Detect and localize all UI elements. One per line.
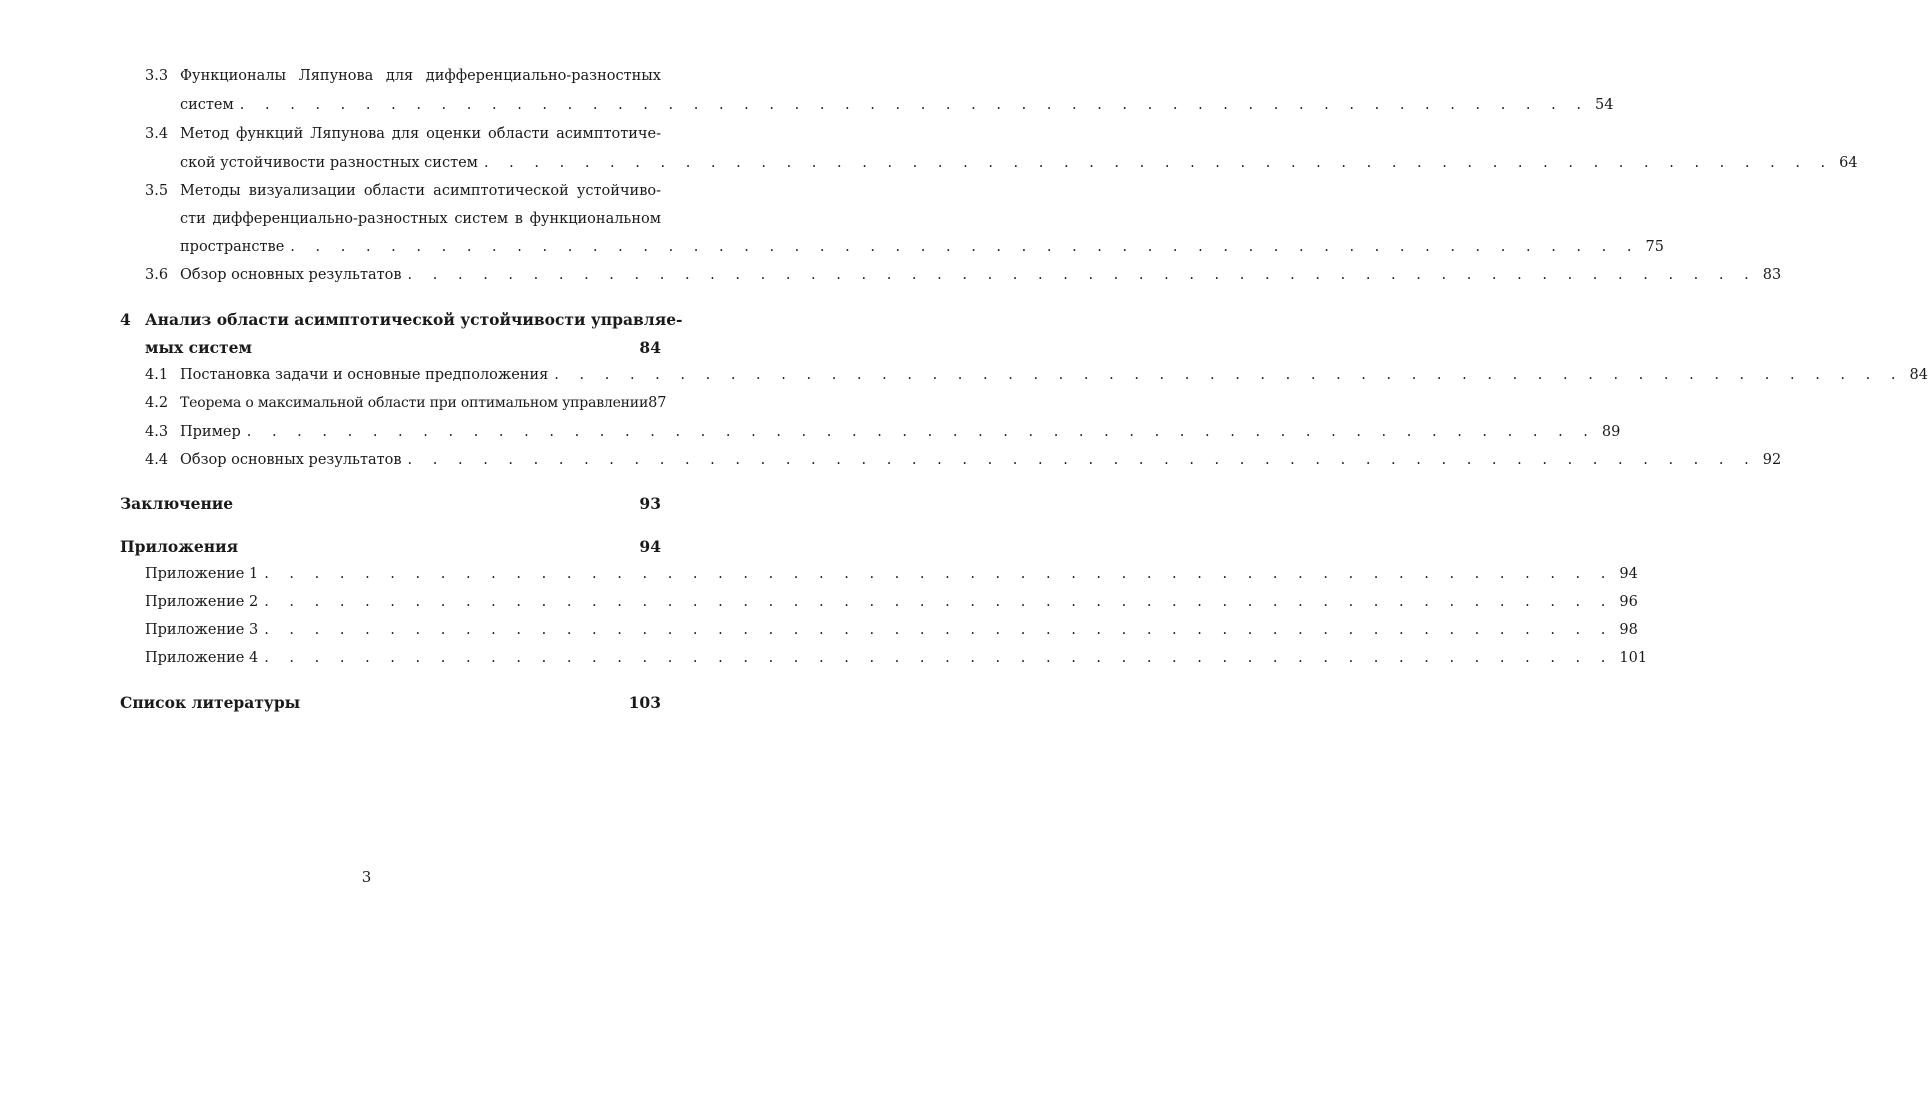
dot-leader: . . . . . . . . . . . . . . . . . . . . . . . . . . . . . . . . . . . . . . . . . . . . . . . . . . . . . . — [554, 367, 1904, 383]
toc-entry-3-6 — [145, 267, 1782, 283]
section-number: 4.3 — [145, 424, 169, 440]
toc-entry-3-4-cont — [180, 155, 1858, 171]
section-number: 3.6 — [145, 267, 169, 283]
toc-entry-4-2 — [145, 395, 667, 411]
appendix-title: Приложение 4 — [145, 650, 259, 666]
page-number: 94 — [1619, 566, 1638, 582]
chapter-title: Приложения — [120, 537, 239, 556]
section-title: Обзор основных результатов — [180, 267, 402, 283]
page-number: 84 — [639, 338, 661, 357]
section-number: 4.1 — [145, 367, 169, 383]
toc-entry-3-5 — [145, 183, 661, 199]
dot-leader: . . . . . . . . . . . . . . . . . . . . . . . . . . . . . . . . . . . . . . . . . . . . . . . . . . . . . . — [264, 594, 1614, 610]
page-number: 87 — [648, 395, 667, 411]
toc-conclusion — [120, 494, 661, 513]
appendix-title: Приложение 1 — [145, 566, 259, 582]
dot-leader: . . . . . . . . . . . . . . . . . . . . . . . . . . . . . . . . . . . . . . . . . . . . . . . . . . . . . . — [264, 566, 1614, 582]
page-number: 64 — [1839, 155, 1858, 171]
toc-appendix-3 — [145, 622, 1638, 638]
section-title: Функционалы Ляпунова для дифференциально-разностных — [180, 68, 661, 84]
dot-leader: . . . . . . . . . . . . . . . . . . . . . . . . . . . . . . . . . . . . . . . . . . . . . . . . . . . . . . — [264, 622, 1614, 638]
dot-leader: . . . . . . . . . . . . . . . . . . . . . . . . . . . . . . . . . . . . . . . . . . . . . . . . . . . . . . — [264, 650, 1614, 666]
page-number: 103 — [628, 693, 661, 712]
toc-entry-3-4 — [145, 126, 661, 142]
section-title: Методы визуализации области асимптотической устойчиво- — [180, 183, 661, 199]
chapter-number: 4 — [120, 310, 131, 329]
toc-appendix-4 — [145, 650, 1648, 666]
section-title-cont: сти дифференциально-разностных систем в функциональном — [180, 211, 661, 227]
dot-leader: . . . . . . . . . . . . . . . . . . . . . . . . . . . . . . . . . . . . . . . . . . . . . . . . . . . . . . — [483, 155, 1834, 171]
section-number: 4.4 — [145, 452, 169, 468]
page-number: 92 — [1762, 452, 1782, 468]
toc-entry-3-5-cont2 — [180, 239, 1664, 255]
section-number: 4.2 — [145, 395, 169, 411]
page-number: 84 — [1909, 367, 1928, 383]
appendix-title: Приложение 2 — [145, 594, 259, 610]
section-number: 3.4 — [145, 126, 169, 142]
chapter-title: Анализ области асимптотической устойчивости управляе- — [145, 310, 683, 329]
page-number: 94 — [639, 537, 661, 556]
toc-chapter-4-cont — [145, 338, 661, 357]
chapter-title-cont: мых систем — [145, 338, 252, 357]
page-folio: 3 — [361, 868, 372, 886]
section-title: Метод функций Ляпунова для оценки области асимптотиче- — [180, 126, 661, 142]
toc-chapter-4 — [120, 310, 683, 329]
page-number: 98 — [1619, 622, 1638, 638]
page-number: 54 — [1594, 97, 1614, 113]
section-title: Пример — [180, 424, 241, 440]
toc-entry-3-3 — [145, 68, 661, 84]
section-title-cont: ской устойчивости разностных систем — [180, 155, 478, 171]
toc-entry-4-1 — [145, 367, 1928, 383]
dot-leader: . . . . . . . . . . . . . . . . . . . . . . . . . . . . . . . . . . . . . . . . . . . . . . . . . . . . . . — [290, 239, 1640, 255]
toc-references — [120, 693, 661, 712]
toc-entry-3-3-cont — [180, 97, 1614, 113]
toc-entry-4-4 — [145, 452, 1782, 468]
page-number: 93 — [639, 494, 661, 513]
toc-appendix-1 — [145, 566, 1638, 582]
toc-appendices — [120, 537, 661, 556]
page-number: 101 — [1619, 650, 1648, 666]
dot-leader: . . . . . . . . . . . . . . . . . . . . . . . . . . . . . . . . . . . . . . . . . . . . . . . . . . . . . . — [407, 452, 1757, 468]
section-title: Теорема о максимальной области при оптимальном управлении — [180, 395, 649, 411]
chapter-title: Заключение — [120, 494, 234, 513]
page-number: 89 — [1601, 424, 1621, 440]
section-title-cont: пространстве — [180, 239, 285, 255]
chapter-title: Список литературы — [120, 693, 301, 712]
page-number: 83 — [1762, 267, 1782, 283]
section-title: Постановка задачи и основные предположения — [180, 367, 549, 383]
appendix-title: Приложение 3 — [145, 622, 259, 638]
page-number: 75 — [1645, 239, 1664, 255]
page-number: 96 — [1619, 594, 1638, 610]
toc-entry-4-3 — [145, 424, 1621, 440]
toc-appendix-2 — [145, 594, 1638, 610]
dot-leader: . . . . . . . . . . . . . . . . . . . . . . . . . . . . . . . . . . . . . . . . . . . . . . . . . . . . . . — [246, 424, 1596, 440]
dot-leader: . . . . . . . . . . . . . . . . . . . . . . . . . . . . . . . . . . . . . . . . . . . . . . . . . . . . . . — [239, 97, 1589, 113]
section-title: Обзор основных результатов — [180, 452, 402, 468]
dot-leader: . . . . . . . . . . . . . . . . . . . . . . . . . . . . . . . . . . . . . . . . . . . . . . . . . . . . . . — [407, 267, 1757, 283]
section-number: 3.5 — [145, 183, 169, 199]
section-title-cont: систем — [180, 97, 234, 113]
toc-entry-3-5-cont1 — [180, 211, 661, 227]
section-number: 3.3 — [145, 68, 169, 84]
